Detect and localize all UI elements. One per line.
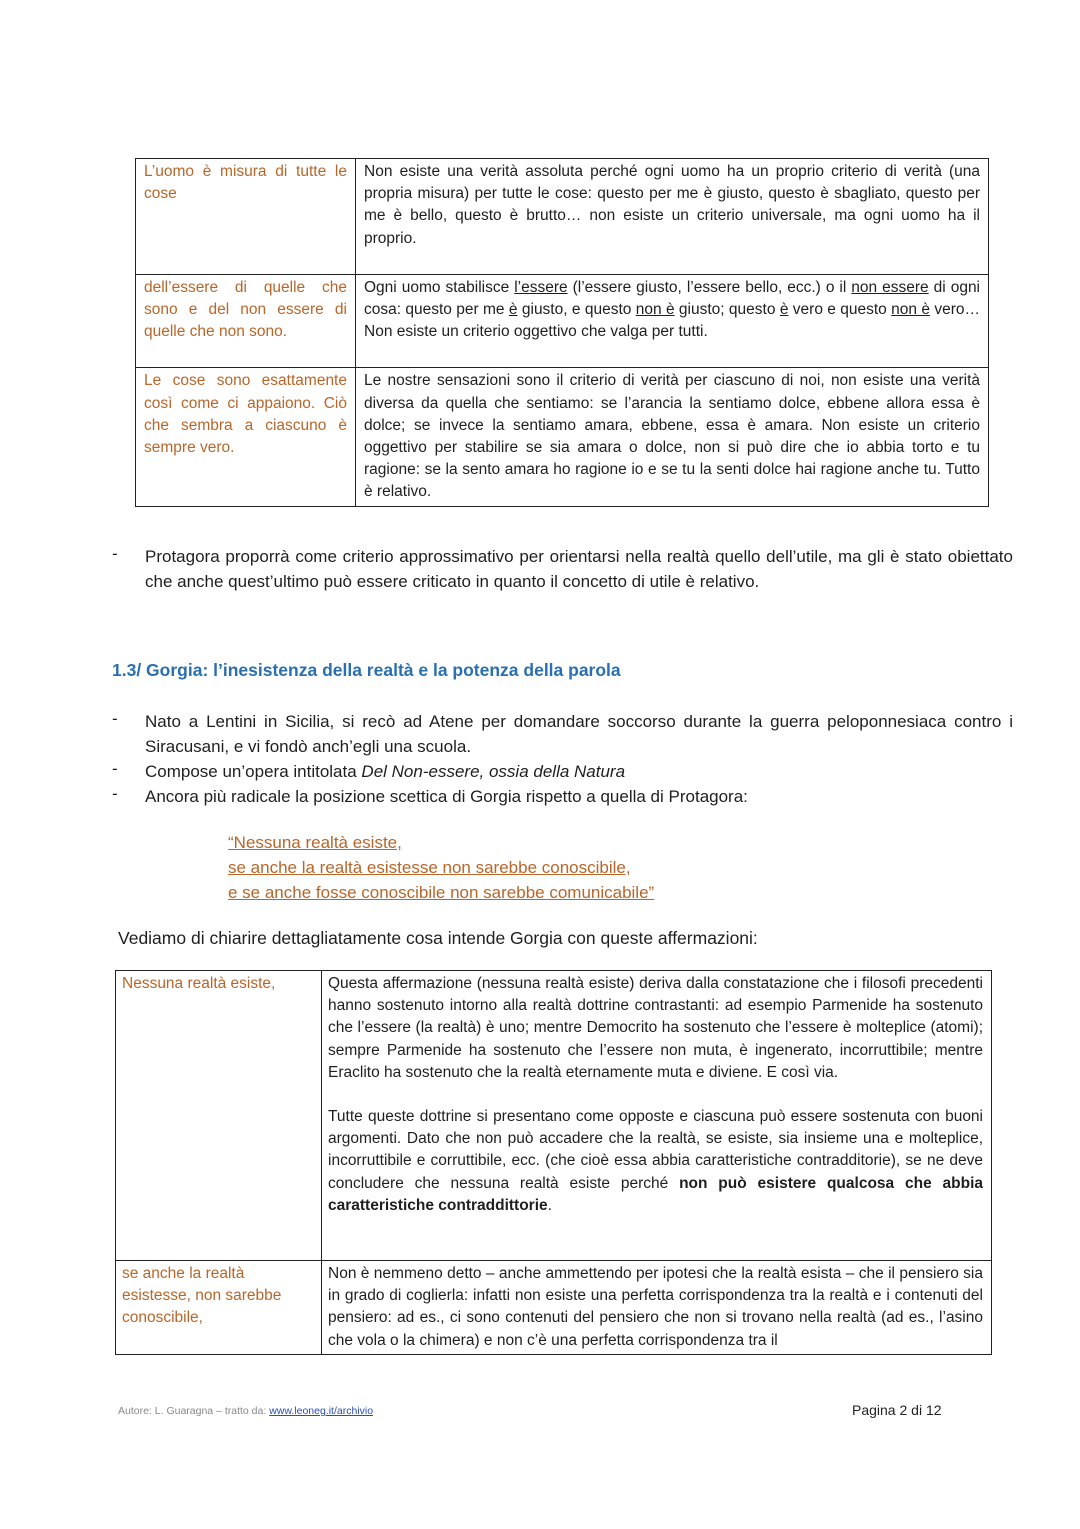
table-label-cell xyxy=(136,274,356,368)
page-number: Pagina 2 di 12 xyxy=(852,1402,942,1418)
gorgia-table xyxy=(115,970,992,1355)
underlined-term: non essere xyxy=(851,278,929,296)
table-text-cell xyxy=(356,368,989,506)
bullet-text: Nato a Lentini in Sicilia, si recò ad Atene per domandare soccorso durante la guerra peloponnesiaca contro i Siracusani, e vi fondò anch’egli una scuola. xyxy=(145,712,1013,756)
table-text-cell xyxy=(322,1261,992,1355)
text-part: giusto, e questo xyxy=(517,301,636,319)
cell-paragraph xyxy=(328,1106,983,1217)
text-part: vero… Non esiste un criterio oggettivo che valga per tutti. xyxy=(364,301,980,341)
underlined-term: non è xyxy=(891,301,930,319)
table-text-cell xyxy=(356,274,989,368)
section-title: 1.3/ Gorgia: l’inesistenza della realtà e la potenza della parola xyxy=(112,660,621,680)
table-row xyxy=(136,368,989,506)
label-text: Nessuna realtà esiste, xyxy=(122,975,276,992)
bullet-text: Ancora più radicale la posizione scettica di Gorgia rispetto a quella di Protagora: xyxy=(145,787,748,806)
intro-text: Vediamo di chiarire dettagliatamente cosa intende Gorgia con queste affermazioni: xyxy=(118,928,758,948)
table-label-cell xyxy=(116,971,322,1261)
bold-text: non può esistere qualcosa che abbia caratteristiche contraddittorie xyxy=(328,1174,984,1214)
bullet-text xyxy=(145,759,1013,784)
bullet-dash: - xyxy=(112,544,118,563)
author-text: Autore: L. Guaragna – tratto da: xyxy=(118,1405,270,1417)
underlined-term: è xyxy=(508,301,518,319)
cell-text: Non esiste una verità assoluta perché ogni uomo ha un proprio criterio di verità (una propria misura) per tutte le cose: questo per me è giusto, questo è sbagliato, questo per me è bello, questo è brutto… non esiste un criterio universale, ma ogni uomo ha il proprio. xyxy=(364,163,980,247)
text-part: giusto; questo xyxy=(674,301,780,319)
footer-author xyxy=(118,1405,373,1417)
protagora-table xyxy=(135,158,989,507)
bullet-dash: - xyxy=(112,709,118,728)
bullet-text-plain: Compose un’opera intitolata xyxy=(145,762,362,781)
archive-link[interactable]: www.leoneg.it/archivio xyxy=(269,1405,374,1417)
underlined-term: l’essere xyxy=(514,278,568,296)
cell-text: Non è nemmeno detto – anche ammettendo per ipotesi che la realtà esista – che il pensiero sia in grado di coglierla: infatti non esiste una perfetta corrispondenza tra la realtà e i contenuti del pensiero: ad es., ci sono contenuti del pensiero che non si trovano nella realtà (ad es., l’asino che vola o la chimera) e non c’è una perfetta corrispondenza tra il xyxy=(328,1265,983,1349)
table-row xyxy=(116,971,992,1261)
bullet-protagora-text: Protagora proporrà come criterio approssimativo per orientarsi nella realtà quello dell’utile, ma gli è stato obiettato che anche quest’ultimo può essere criticato in quanto il concetto di utile è relativo. xyxy=(145,547,1013,591)
underlined-term: è xyxy=(779,301,789,319)
bullet-dash: - xyxy=(112,759,118,778)
text-part: vero e questo xyxy=(788,301,892,319)
table-label-cell xyxy=(136,368,356,506)
paragraph-text: Tutte queste dottrine si presentano come opposte e ciascuna può essere sostenuta con buoni argomenti. Dato che non può accadere che la realtà, se esiste, sia insieme una e molteplice, incorruttibile e corruttibile, ecc. (che cioè essa abbia caratteristiche contradditorie), se ne deve concludere che nessuna realtà esiste perché xyxy=(328,1108,983,1192)
table-row xyxy=(136,159,989,275)
text-part: (l’essere giusto, l’essere bello, ecc.) o il xyxy=(567,278,852,296)
label-text: dell’essere di quelle che sono e del non essere di quelle che non sono. xyxy=(144,278,347,341)
text-part: di ogni cosa: questo per me xyxy=(364,278,981,319)
table-text-cell xyxy=(356,159,989,275)
book-title: Del Non-essere, ossia della Natura xyxy=(361,762,626,781)
table-label-cell xyxy=(116,1261,322,1355)
bullet-dash: - xyxy=(112,784,118,803)
quote-line: se anche la realtà esistesse non sarebbe conoscibile, xyxy=(228,858,631,877)
cell-text: Le nostre sensazioni sono il criterio di verità per ciascuno di noi, non esiste una verità diversa da quella che sentiamo: se l’arancia la sentiamo dolce, ebbene allora essa è dolce; se invece la sentiamo amara, ebbene, essa è amara. Non esiste un criterio oggettivo per stabilire se sia amara o dolce, non si può dire che io abbia torto e tu ragione: se la sento amara ho ragione io e se tu la senti dolce hai ragione anche tu. Tutto è relativo. xyxy=(364,372,980,501)
gorgia-quote xyxy=(228,830,654,905)
text-part: Ogni uomo stabilisce xyxy=(364,278,515,296)
quote-line: e se anche fosse conoscibile non sarebbe comunicabile” xyxy=(228,883,655,902)
cell-paragraph: Questa affermazione (nessuna realtà esiste) deriva dalla constatazione che i filosofi precedenti hanno sostenuto intorno alla realtà dottrine contrastanti: ad esempio Parmenide ha sostenuto che l’essere (la realtà) è uno; mentre Democrito ha sostenuto che l’essere è molteplice (atomi); sempre Parmenide ha sostenuto che l’essere non muta, è ingenerato, incorruttibile; mentre Eraclito ha sostenuto che la realtà eternamente muta e diviene. E così via. xyxy=(328,975,983,1081)
label-text: se anche la realtà esistesse, non sarebbe conoscibile, xyxy=(122,1265,282,1327)
label-text: Le cose sono esattamente così come ci appaiono. Ciò che sembra a ciascuno è sempre vero. xyxy=(144,372,347,457)
table-row xyxy=(136,274,989,368)
underlined-term: non è xyxy=(635,301,675,319)
table-label-cell xyxy=(136,159,356,275)
label-text: L’uomo è misura di tutte le cose xyxy=(144,163,347,203)
table-text-cell xyxy=(322,971,992,1261)
paragraph-text: . xyxy=(547,1196,552,1214)
quote-line: “Nessuna realtà esiste, xyxy=(228,833,402,852)
table-row xyxy=(116,1261,992,1355)
